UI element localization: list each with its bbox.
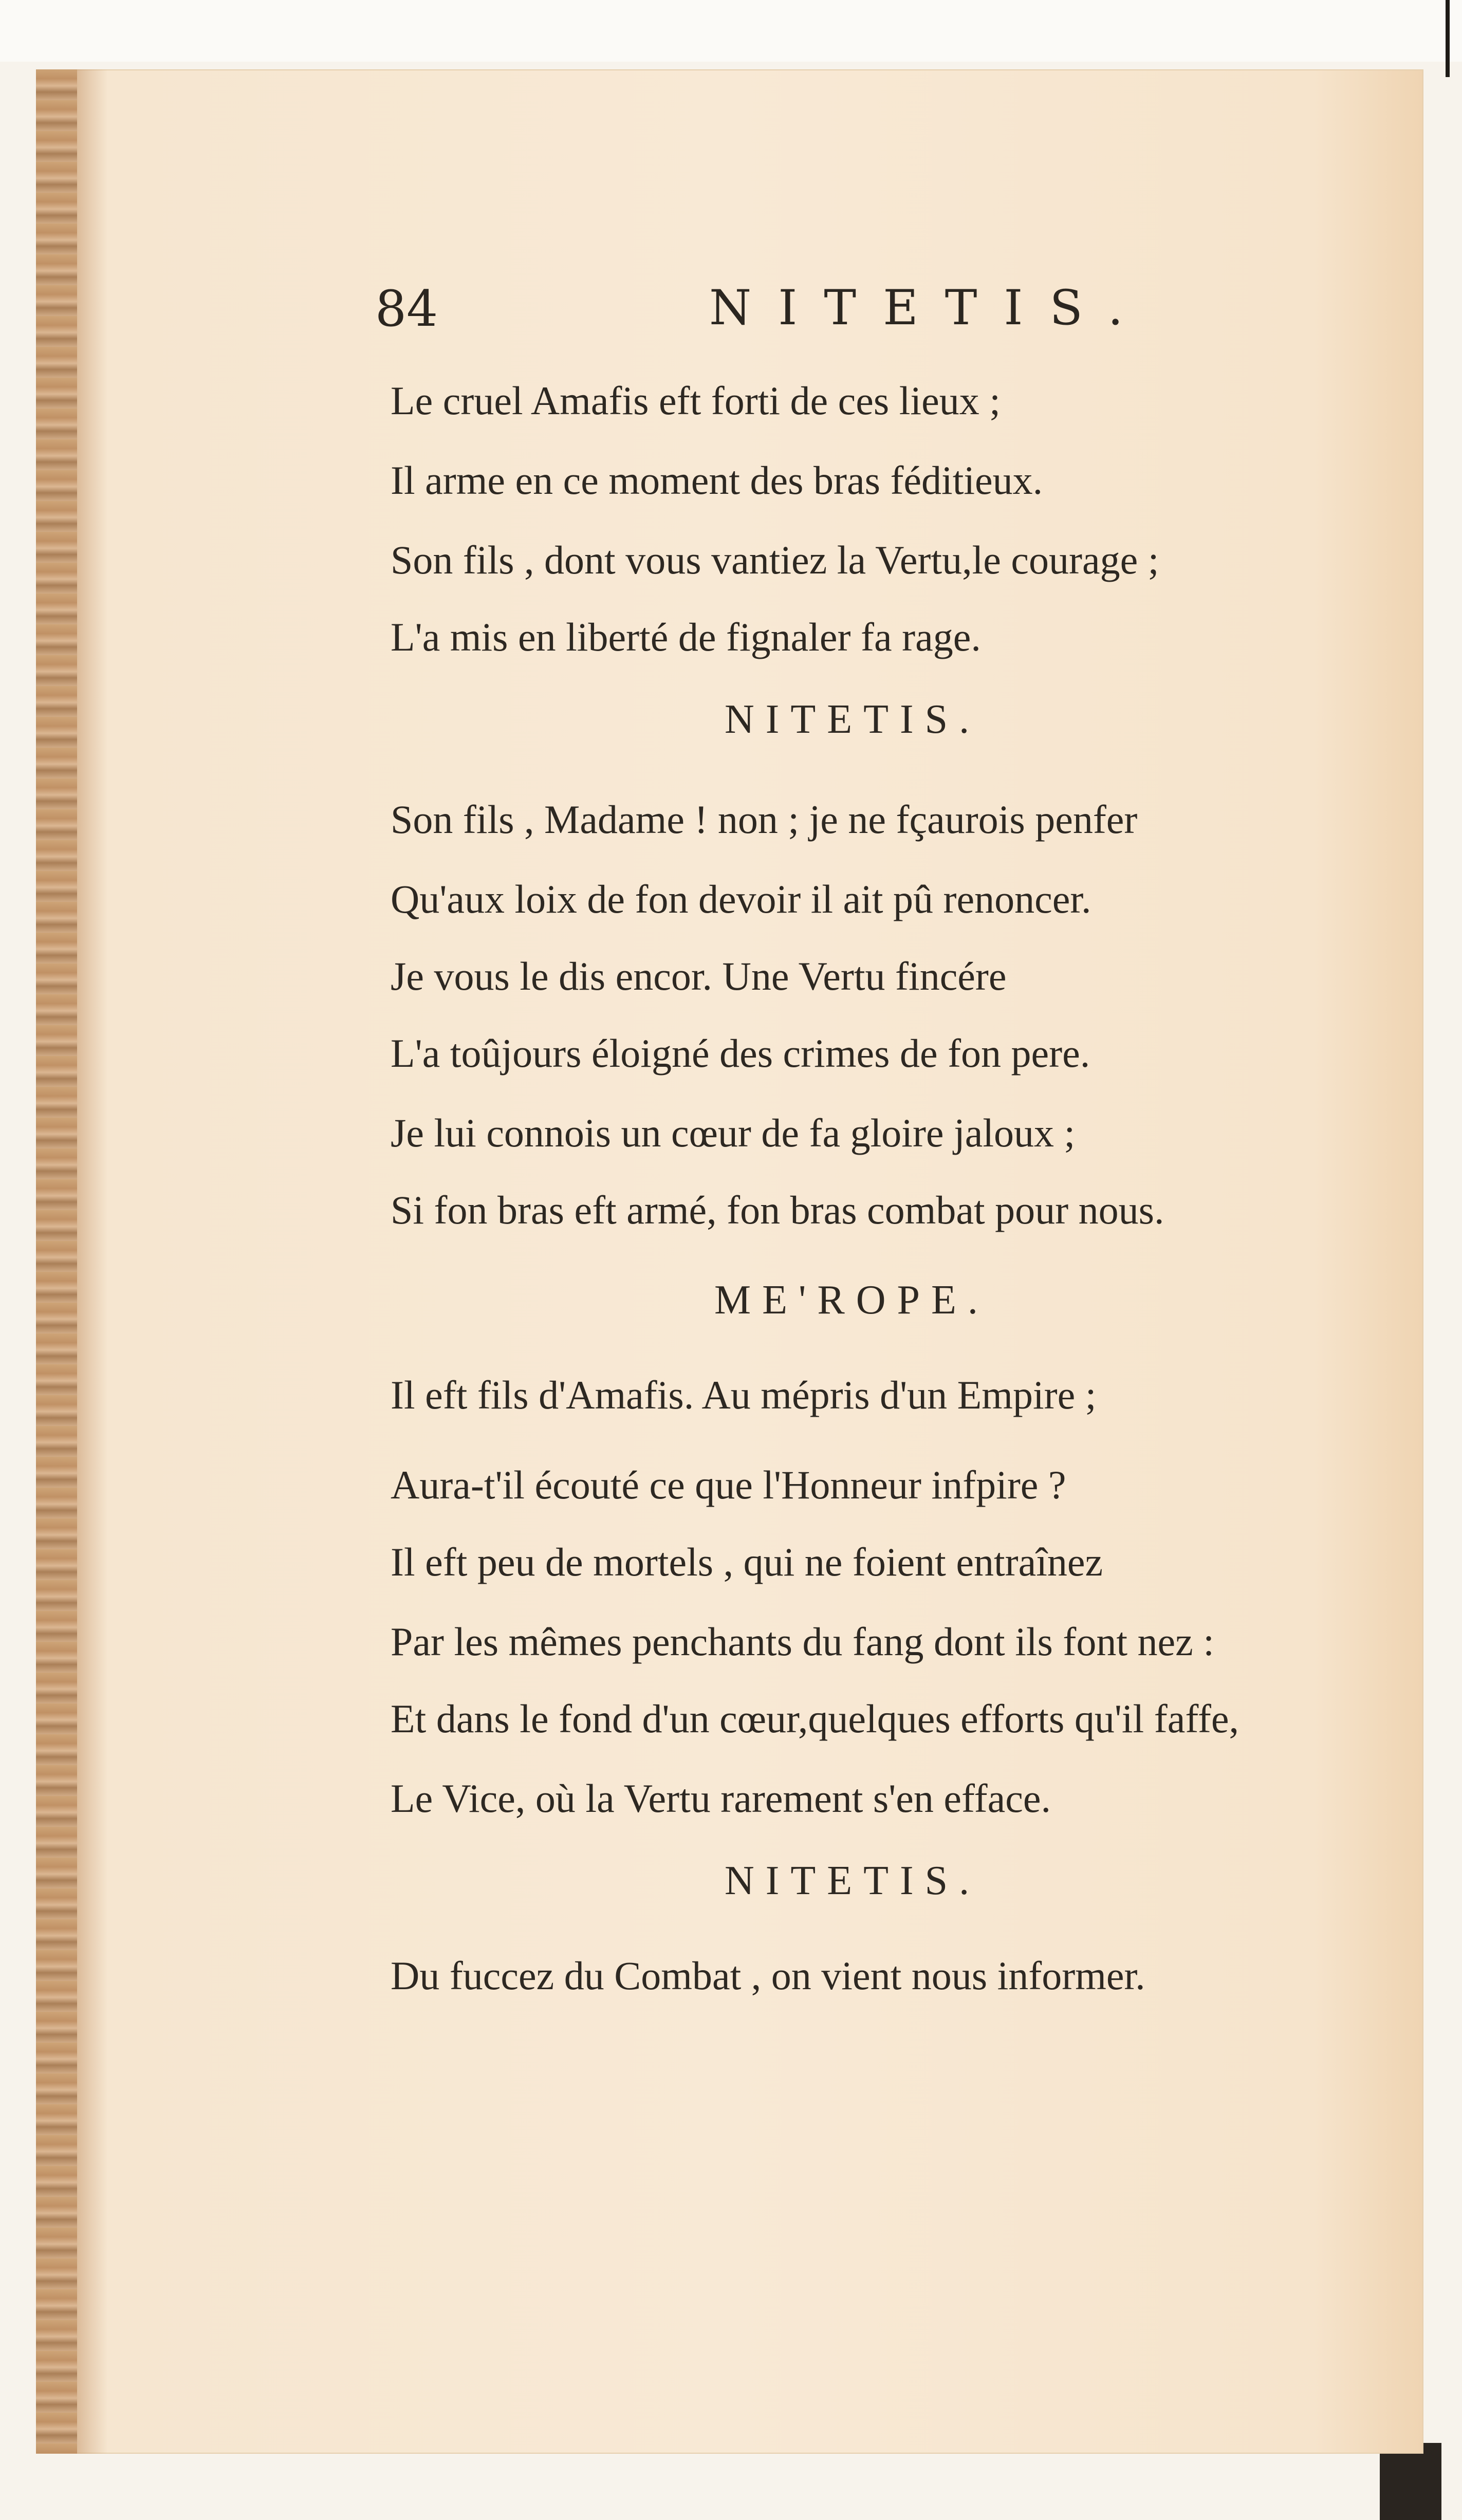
- page-gutter-shadow: [77, 69, 108, 2454]
- speaker-name: NITETIS.: [725, 697, 981, 742]
- verse-line: Je lui connois un cœur de fa gloire jaloux ;: [391, 1110, 1076, 1155]
- verse-line: L'a mis en liberté de fignaler fa rage.: [391, 615, 981, 659]
- verse-line: Le Vice, où la Vertu rarement s'en efface.: [391, 1776, 1051, 1821]
- speaker-name: ME'ROPE.: [714, 1277, 989, 1323]
- verse-line: Il arme en ce moment des bras féditieux.: [391, 458, 1043, 503]
- verse-line: L'a toûjours éloigné des crimes de fon pere.: [391, 1031, 1090, 1076]
- page-header: [36, 280, 1423, 342]
- verse-line: Il eft fils d'Amafis. Au mépris d'un Empire ;: [391, 1373, 1097, 1417]
- verse-line: Aura-t'il écouté ce que l'Honneur infpire ?: [391, 1462, 1066, 1507]
- running-title: NITETIS.: [709, 280, 1150, 336]
- verse-line: Je vous le dis encor. Une Vertu fincére: [391, 954, 1007, 998]
- verse-line: Qu'aux loix de fon devoir il ait pû renoncer.: [391, 877, 1091, 921]
- speaker-name: NITETIS.: [725, 1858, 981, 1903]
- background-margin: [0, 0, 1462, 62]
- verse-line: Son fils , Madame ! non ; je ne fçaurois penfer: [391, 797, 1138, 842]
- adjacent-page-edge: [1446, 0, 1450, 77]
- verse-line: Son fils , dont vous vantiez la Vertu,le courage ;: [391, 538, 1159, 582]
- verse-line: Le cruel Amafis eft forti de ces lieux ;: [391, 378, 1001, 423]
- verse-line: Et dans le fond d'un cœur,quelques efforts qu'il faffe,: [391, 1696, 1239, 1741]
- page-number: 84: [375, 280, 438, 338]
- verse-line: Par les mêmes penchants du fang dont ils font nez :: [391, 1619, 1214, 1664]
- book-page: [36, 69, 1423, 2454]
- verse-line: Si fon bras eft armé, fon bras combat pour nous.: [391, 1188, 1164, 1232]
- adjacent-page-edge-bottom: [1380, 2443, 1441, 2520]
- page-spine-binding: [36, 69, 77, 2454]
- verse-line: Du fuccez du Combat , on vient nous informer.: [391, 1953, 1145, 1998]
- verse-line: Il eft peu de mortels , qui ne foient entraînez: [391, 1540, 1103, 1584]
